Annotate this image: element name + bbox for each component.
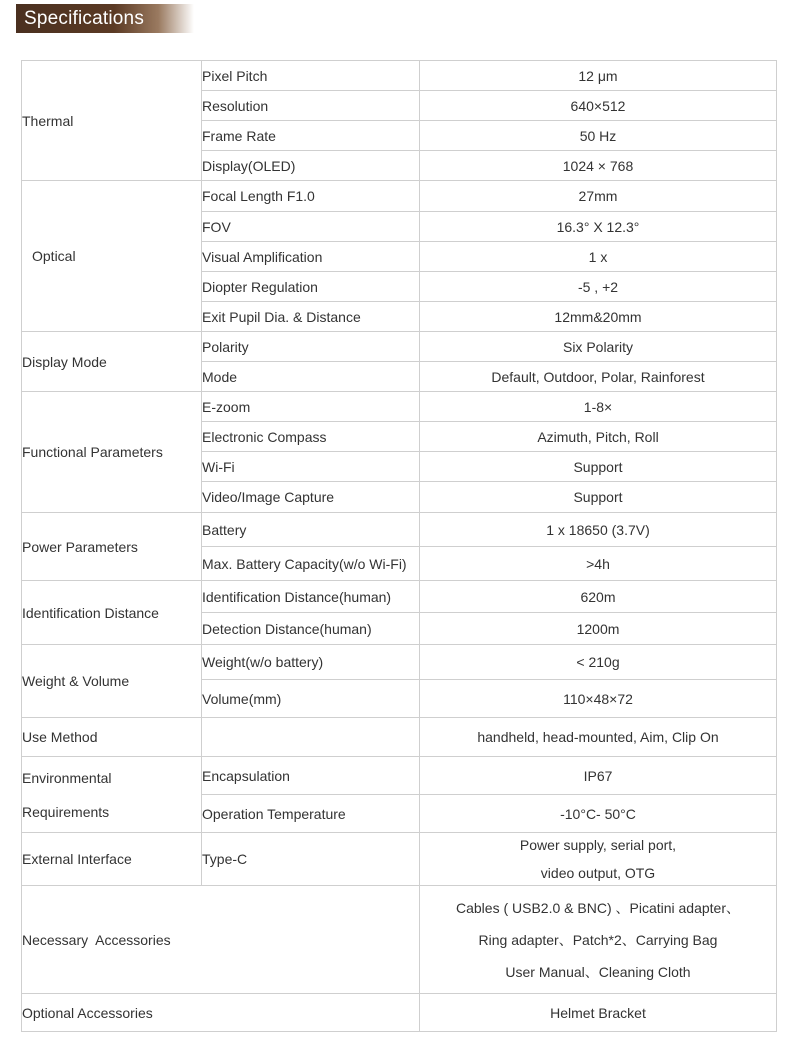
- table-row: [22, 513, 777, 547]
- param-label: Weight(w/o battery): [202, 645, 420, 680]
- page-title: Specifications: [24, 7, 145, 29]
- category-line: Environmental: [22, 769, 112, 786]
- param-value: 1-8×: [420, 392, 777, 422]
- param-value: 16.3° X 12.3°: [420, 212, 777, 242]
- category-necessary-accessories: Necessary Accessories: [22, 886, 420, 994]
- table-row: [22, 61, 777, 91]
- table-row: [22, 392, 777, 422]
- category-functional-parameters: Functional Parameters: [22, 392, 202, 513]
- param-value: Support: [420, 452, 777, 482]
- param-value: 640×512: [420, 91, 777, 121]
- param-value: IP67: [420, 757, 777, 795]
- param-value: 1 x 18650 (3.7V): [420, 513, 777, 547]
- category-use-method: Use Method: [22, 718, 202, 757]
- param-value: Azimuth, Pitch, Roll: [420, 422, 777, 452]
- category-display-mode: Display Mode: [22, 332, 202, 392]
- param-value: 50 Hz: [420, 121, 777, 151]
- param-label: Diopter Regulation: [202, 272, 420, 302]
- param-label: Wi-Fi: [202, 452, 420, 482]
- table-row: [22, 181, 777, 212]
- param-label-empty: [202, 718, 420, 757]
- param-value: handheld, head-mounted, Aim, Clip On: [420, 718, 777, 757]
- param-label: Pixel Pitch: [202, 61, 420, 91]
- specifications-table: [21, 60, 777, 1032]
- category-thermal: Thermal: [22, 61, 202, 181]
- param-value: < 210g: [420, 645, 777, 680]
- param-label: Display(OLED): [202, 151, 420, 181]
- param-value: Support: [420, 482, 777, 513]
- value-line: Cables ( USB2.0 & BNC) 、Picatini adapter、: [456, 899, 740, 916]
- value-line: video output, OTG: [540, 865, 656, 881]
- param-value: -5 , +2: [420, 272, 777, 302]
- param-value: [420, 886, 777, 994]
- param-label: Focal Length F1.0: [202, 181, 420, 212]
- param-label: Video/Image Capture: [202, 482, 420, 513]
- param-value: 27mm: [420, 181, 777, 212]
- param-value: 620m: [420, 581, 777, 613]
- param-value: Default, Outdoor, Polar, Rainforest: [420, 362, 777, 392]
- param-label: Mode: [202, 362, 420, 392]
- param-value: [420, 833, 777, 886]
- param-label: Type-C: [202, 833, 420, 886]
- param-label: Detection Distance(human): [202, 613, 420, 645]
- category-power-parameters: Power Parameters: [22, 513, 202, 581]
- param-label: E-zoom: [202, 392, 420, 422]
- category-weight-volume: Weight & Volume: [22, 645, 202, 718]
- param-value: 12 μm: [420, 61, 777, 91]
- table-row: [22, 581, 777, 613]
- param-value: 1 x: [420, 242, 777, 272]
- category-identification-distance: Identification Distance: [22, 581, 202, 645]
- param-value: 1200m: [420, 613, 777, 645]
- table-row: [22, 886, 777, 994]
- value-line: Power supply, serial port,: [519, 837, 677, 853]
- param-label: Battery: [202, 513, 420, 547]
- param-value: Helmet Bracket: [420, 994, 777, 1032]
- table-row: [22, 332, 777, 362]
- param-value: 1024 × 768: [420, 151, 777, 181]
- category-line: Requirements: [22, 803, 110, 820]
- param-label: Electronic Compass: [202, 422, 420, 452]
- param-value: 12mm&20mm: [420, 302, 777, 332]
- table-row: [22, 994, 777, 1032]
- param-label: Identification Distance(human): [202, 581, 420, 613]
- param-label: Visual Amplification: [202, 242, 420, 272]
- value-line: Ring adapter、Patch*2、Carrying Bag: [478, 931, 718, 948]
- param-value: Six Polarity: [420, 332, 777, 362]
- category-optional-accessories: Optional Accessories: [22, 994, 420, 1032]
- value-line: User Manual、Cleaning Cloth: [505, 963, 691, 980]
- table-row: [22, 833, 777, 886]
- table-row: [22, 757, 777, 795]
- param-label: Polarity: [202, 332, 420, 362]
- param-label: Volume(mm): [202, 680, 420, 718]
- param-value: 110×48×72: [420, 680, 777, 718]
- specifications-header: [16, 4, 194, 33]
- param-label: Frame Rate: [202, 121, 420, 151]
- param-label: Max. Battery Capacity(w/o Wi-Fi): [202, 547, 420, 581]
- param-label: Resolution: [202, 91, 420, 121]
- table-row: [22, 718, 777, 757]
- param-value: >4h: [420, 547, 777, 581]
- category-optical: Optical: [22, 181, 202, 332]
- param-label: Operation Temperature: [202, 795, 420, 833]
- param-value: -10°C- 50°C: [420, 795, 777, 833]
- category-environmental-requirements: [22, 757, 202, 833]
- table-row: [22, 645, 777, 680]
- param-label: Exit Pupil Dia. & Distance: [202, 302, 420, 332]
- category-external-interface: External Interface: [22, 833, 202, 886]
- param-label: FOV: [202, 212, 420, 242]
- param-label: Encapsulation: [202, 757, 420, 795]
